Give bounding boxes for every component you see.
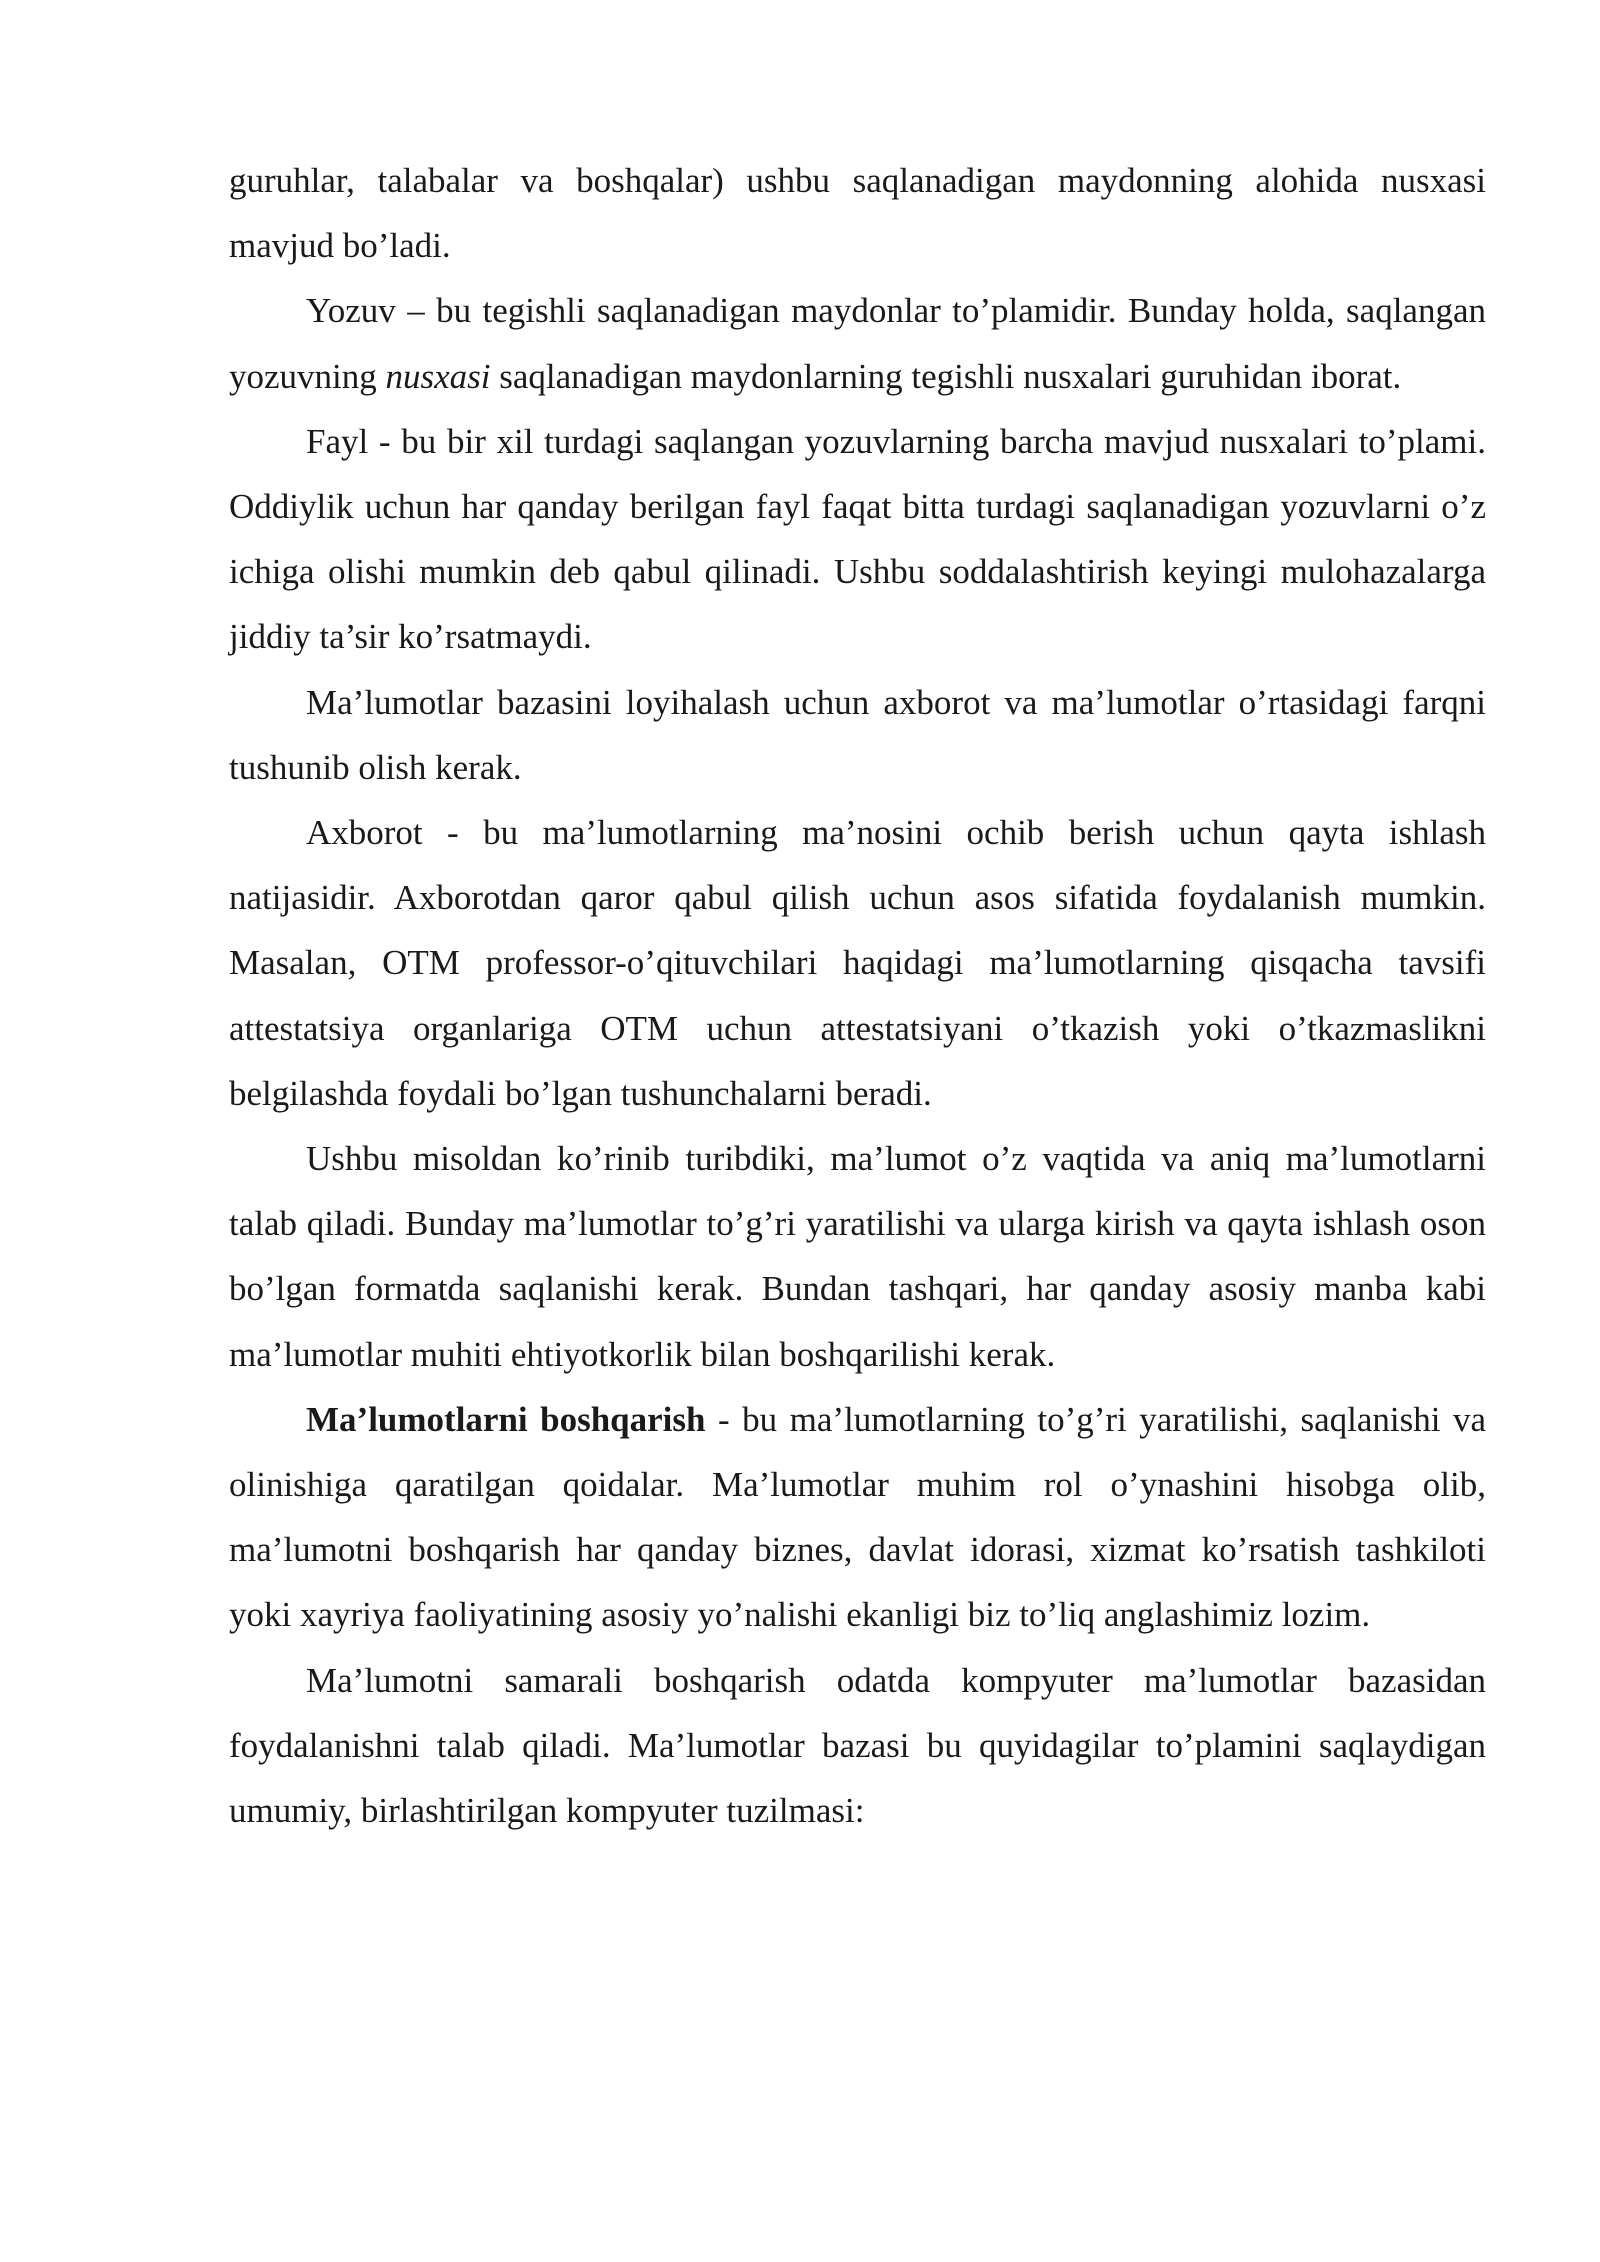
paragraph-example: [229, 1126, 1486, 1387]
paragraph-text: Axborot - bu ma’lumotlarning ma’nosini ochib berish uchun qayta ishlash natijasidir. Axborotdan qaror qabul qilish uchun asos sifatida foydalanish mumkin. Masalan, OTM professor-o’qituvchilari haqidagi ma’lumotlarning qisqacha tavsifi attestatsiya organlariga OTM uchun attestatsiyani o’tkazish yoki o’tkazmaslikni belgilashda foydali bo’lgan tushunchalarni beradi.: [229, 813, 1486, 1113]
paragraph-record-definition: [229, 278, 1486, 408]
bold-term: Ma’lumotlarni boshqarish: [306, 1399, 706, 1439]
paragraph-text: Ushbu misoldan ko’rinib turibdiki, ma’lumot o’z vaqtida va aniq ma’lumotlarni talab qiladi. Bunday ma’lumotlar to’g’ri yaratilishi va ularga kirish va qayta ishlash oson bo’lgan formatda saqlanishi kerak. Bundan tashqari, har qanday asosiy manba kabi ma’lumotlar muhiti ehtiyotkorlik bilan boshqarilishi kerak.: [229, 1139, 1486, 1374]
italic-term: nusxasi: [385, 356, 491, 396]
paragraph-text: Ma’lumotlar bazasini loyihalash uchun axborot va ma’lumotlar o’rtasidagi farqni tushunib olish kerak.: [229, 682, 1486, 787]
paragraph-text: - bu ma’lumotlarning to’g’ri yaratilishi, saqlanishi va olinishiga qaratilgan qoidalar. Ma’lumotlar muhim rol o’ynashini hisobga olib, ma’lumotni boshqarish har qanday biznes, davlat idorasi, xizmat ko’rsatish tashkiloti yoki xayriya faoliyatining asosiy yo’nalishi ekanligi biz to’liq anglashimiz lozim.: [229, 1399, 1486, 1635]
paragraph-data-management: [229, 1387, 1486, 1648]
paragraph-text: Yozuv – bu tegishli saqlanadigan maydonlar to’plamidir. Bunday holda, saqlangan yozuvning: [229, 291, 1486, 396]
paragraph-information-definition: [229, 800, 1486, 1126]
paragraph-continued: [229, 148, 1486, 278]
paragraph-text: Fayl - bu bir xil turdagi saqlangan yozuvlarning barcha mavjud nusxalari to’plami. Oddiylik uchun har qanday berilgan fayl faqat bitta turdagi saqlanadigan yozuvlarni o’z ichiga olishi mumkin deb qabul qilinadi. Ushbu soddalashtirish keyingi mulohazalarga jiddiy ta’sir ko’rsatmaydi.: [229, 421, 1486, 657]
paragraph-text: saqlanadigan maydonlarning tegishli nusxalari guruhidan iborat.: [490, 356, 1402, 396]
document-body: [229, 148, 1486, 1843]
paragraph-database-design: [229, 670, 1486, 800]
paragraph-text: Ma’lumotni samarali boshqarish odatda kompyuter ma’lumotlar bazasidan foydalanishni talab qiladi. Ma’lumotlar bazasi bu quyidagilar to’plamini saqlaydigan umumiy, birlashtirilgan kompyuter tuzilmasi:: [229, 1660, 1486, 1831]
paragraph-database-structure: [229, 1648, 1486, 1844]
paragraph-text: guruhlar, talabalar va boshqalar) ushbu saqlanadigan maydonning alohida nusxasi mavjud bo’ladi.: [229, 161, 1486, 266]
paragraph-file-definition: [229, 409, 1486, 670]
